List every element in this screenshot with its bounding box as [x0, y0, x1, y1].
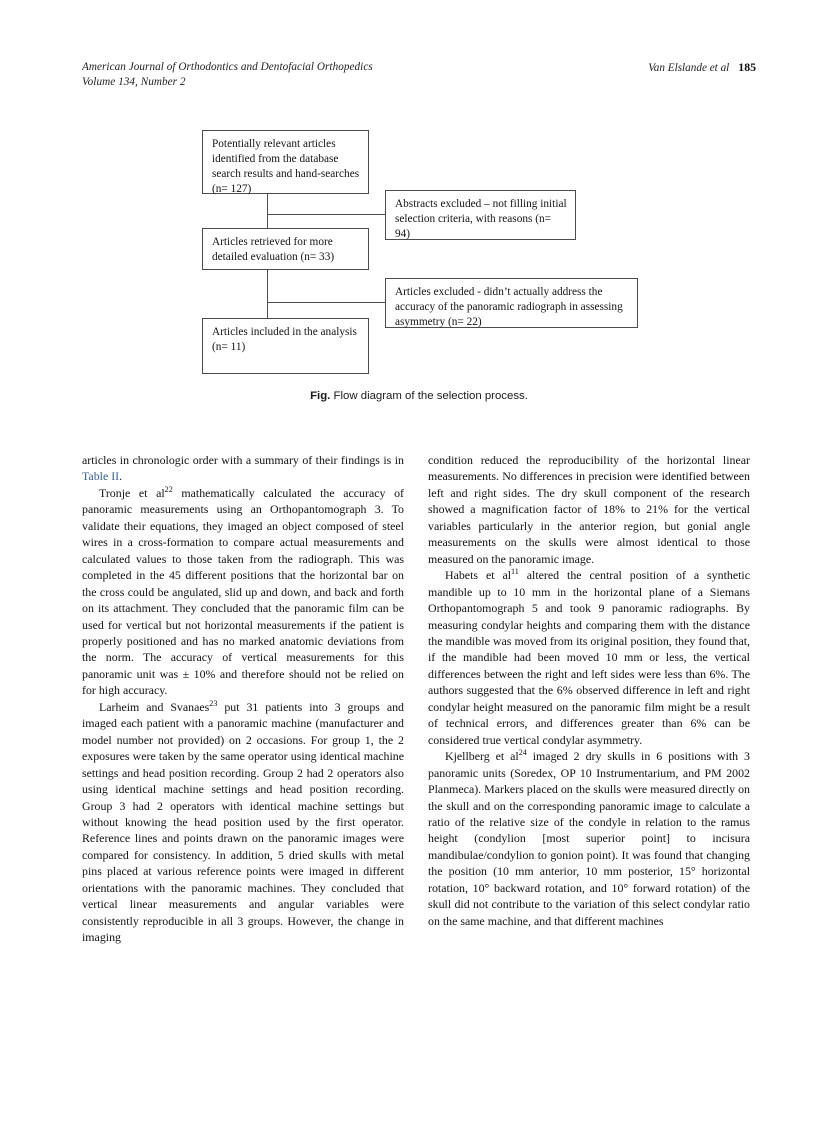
running-head-right	[648, 60, 756, 76]
reference-marker-11[interactable]: 11	[511, 567, 519, 577]
flow-box-articles-excluded: Articles excluded - didn’t actually address the accuracy of the panoramic radiograph in assessing asymmetry (n= 22)	[385, 278, 638, 328]
paragraph-text: put 31 patients into 3 groups and imaged each patient with a panoramic machine (manufacturer and model number not provided) on 2 occasions. For group 1, the 2 exposures were taken by the same operator using identical machine settings and head position recording. Group 2 had 2 operators also using identical machine settings and head position recording. Group 3 had 2 operators with identical machine settings but without knowing the head position used by the first operator. Reference lines and points drawn on the panoramic images were compared for consistency. In addition, 5 dried skulls with metal pins placed at various reference points were imaged in different orientations with the panoramic machines. They concluded that vertical linear measurements and angular variables were consistently reproducible in all 3 groups. However, the change in imaging	[82, 699, 405, 945]
paragraph-table-reference	[82, 452, 404, 485]
paragraph-text: altered the central position of a synthetic mandible up to 10 mm in the horizontal plane of a Siemans Orthopantomograph 5 and took 9 panoramic radiographs. By measuring condylar heights and comparing them with the distance the mandible was moved from its original position, they found that, if the mandible had been moved 10 mm or less, the vertical differences between the right and left sides were less than 6%. The authors suggested that the 6% observed difference in left and right condylar height measured on the panoramic film might be a result of technical errors, and differences greater than 6% can be considered true vertical condylar asymmetry.	[428, 568, 750, 747]
body-column-left	[82, 452, 404, 946]
paragraph-lead: Larheim and Svanaes	[99, 699, 210, 714]
paragraph-condition-continued: condition reduced the reproducibility of the horizontal linear measurements. No differences in precision were identified between left and right sides. The dry skull component of the research showed a magnification factor of 18% to 21% for the vertical variables particularly in the anterior region, but gonial angle measurements on the skulls were almost identical to those measured on the panoramic image.	[428, 453, 750, 566]
paragraph-kjellberg	[428, 748, 750, 929]
paragraph-text: imaged 2 dry skulls in 6 positions with 3 panoramic units (Soredex, OP 10 Instrumentarium, and PM 2002 Planmeca). Markers placed on the skulls were measured directly on the skull and on the corresponding panoramic image to calculate a ratio of the relative size of the condyle in relation to the ramus height (condylion [most superior point] to incisura mandibulae/condylion to gonion point). It was found that changing the position (10 mm anterior, 10 mm posterior, 15° horizontal rotation, 10° backward rotation, and 10° forward rotation) of the skull did not contribute to the variation of this select condylar ratio on the same machine, and that different machines	[428, 749, 751, 928]
paragraph-text: articles in chronologic order with a summary of their findings is in	[82, 453, 404, 467]
flow-box-abstracts-excluded: Abstracts excluded – not filling initial selection criteria, with reasons (n= 94)	[385, 190, 576, 240]
paragraph-larheim	[82, 699, 404, 946]
flow-box-included: Articles included in the analysis (n= 11)	[202, 318, 369, 374]
paragraph-tronje	[82, 485, 404, 699]
journal-title-block	[82, 60, 373, 90]
page-number: 185	[738, 60, 756, 74]
connector-branch-abstracts	[267, 214, 385, 215]
table-ii-cross-reference[interactable]: Table II	[82, 469, 120, 484]
paragraph-text-tail: .	[119, 469, 123, 484]
paragraph-lead: Habets et al	[445, 568, 512, 583]
connector-vertical-top	[267, 194, 268, 228]
running-head-authors: Van Elslande et al	[648, 62, 730, 74]
connector-branch-articles-excluded	[267, 302, 385, 303]
figure-caption-label: Fig.	[310, 390, 331, 402]
journal-volume-issue: Volume 134, Number 2	[82, 76, 186, 88]
flow-box-identified: Potentially relevant articles identified from the database search results and hand-searches (n= 127)	[202, 130, 369, 194]
figure-caption	[82, 390, 756, 402]
paragraph-lead: Kjellberg et al	[445, 749, 519, 764]
figure-flow-diagram	[82, 118, 756, 418]
journal-title: American Journal of Orthodontics and Dentofacial Orthopedics	[82, 61, 373, 73]
paragraph-lead: Tronje et al	[99, 485, 165, 500]
reference-marker-23[interactable]: 23	[209, 698, 218, 708]
body-column-right	[428, 452, 750, 929]
figure-caption-text: Flow diagram of the selection process.	[333, 390, 528, 402]
running-head	[82, 60, 756, 98]
connector-vertical-bottom	[267, 270, 268, 318]
reference-marker-22[interactable]: 22	[164, 484, 173, 494]
paragraph-habets	[428, 567, 750, 748]
flow-box-retrieved: Articles retrieved for more detailed evaluation (n= 33)	[202, 228, 369, 270]
paragraph-text: mathematically calculated the accuracy of panoramic measurements using an Orthopantomograph 3. To validate their equations, they imaged an object composed of steel wires in a cross-formation to compare actual measurements and calculated values to those taken from the radiograph. This was completed in the 45 different positions that the horizontal bar on the cross could be angulated, slid up and down, and back and forth on its attachment. They concluded that the panoramic film can be used for vertical but not horizontal measurements if the patient is properly positioned and has no marked anatomic deviations from the norm. The accuracy of vertical measurements for this panoramic unit was ± 10% and therefore should not be relied on for high accuracy.	[82, 485, 404, 698]
reference-marker-24[interactable]: 24	[518, 748, 527, 758]
